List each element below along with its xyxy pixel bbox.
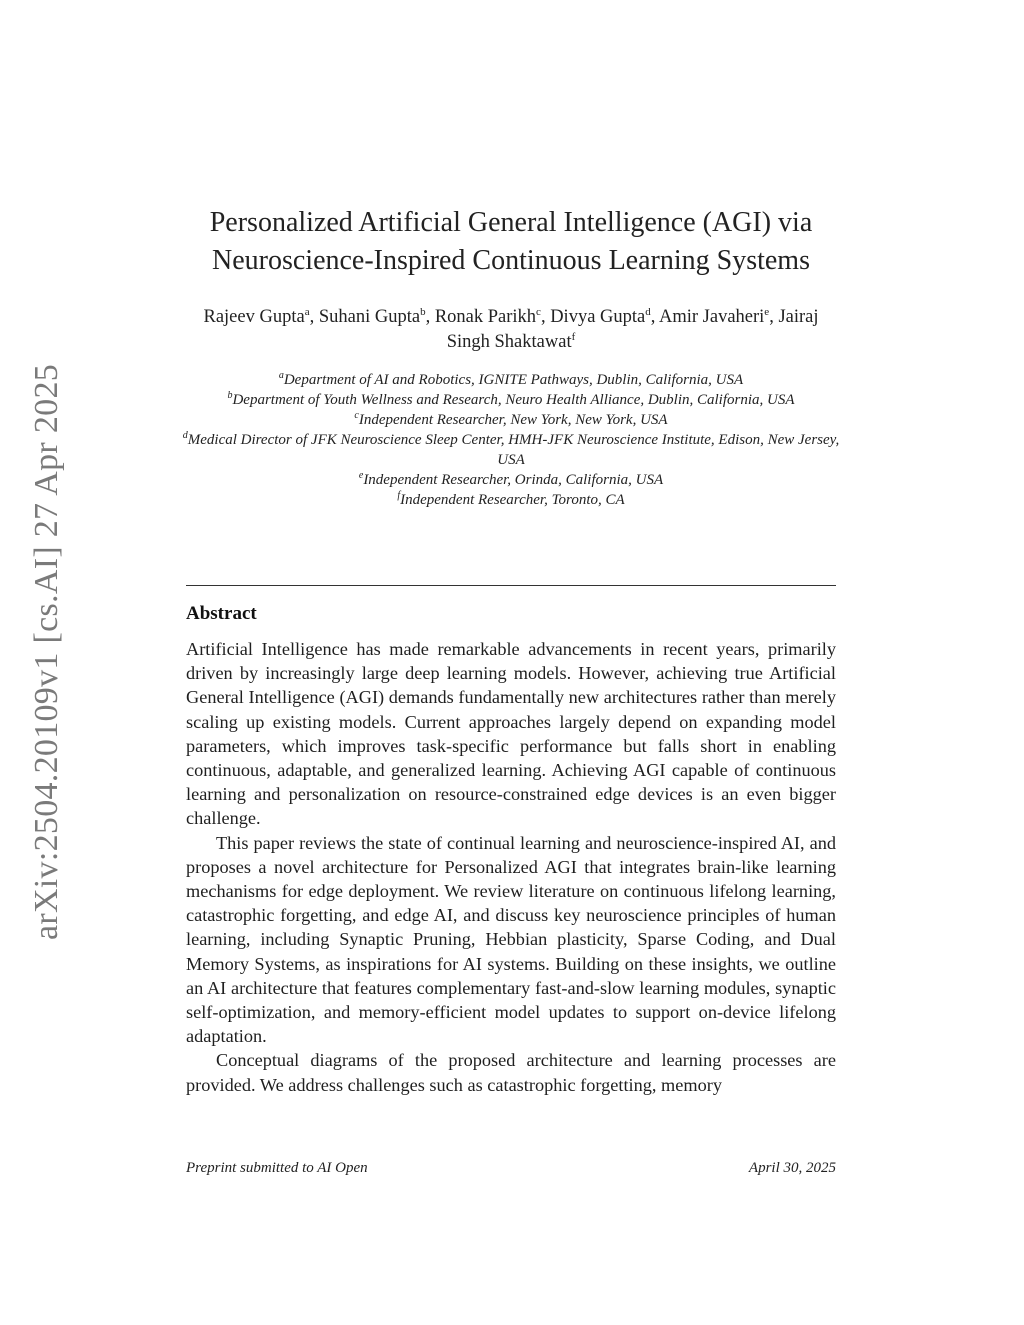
affiliation-item [170, 390, 852, 410]
abstract-paragraph: This paper reviews the state of continual learning and neuroscience-inspired AI, and proposes a novel architecture for Personalized AGI that integrates brain-like learning mechanisms for edge deployment. We review literature on continuous lifelong learning, catastrophic forgetting, and edge AI, and discuss key neuroscience principles of human learning, including Synaptic Pruning, Hebbian plasticity, Sparse Coding, and Dual Memory Systems, as inspirations for AI systems. Building on these insights, we outline an AI architecture that features complementary fast-and-slow learning modules, synaptic self-optimization, and memory-efficient model updates to support on-device lifelong adaptation. [186, 832, 836, 1047]
author-name: Ronak Parikh [434, 307, 537, 327]
author-name: Divya Gupta [550, 307, 646, 327]
author-sup: f [571, 330, 576, 343]
author-sup: b [420, 305, 426, 318]
abstract-body [186, 637, 836, 1097]
affiliation-text: Medical Director of JFK Neuroscience Sleep Center, HMH-JFK Neuroscience Institute, Edison, New Jersey, USA [187, 432, 840, 468]
affiliation-item [170, 470, 852, 490]
abstract-paragraph: Conceptual diagrams of the proposed architecture and learning processes are provided. We address challenges such as catastrophic forgetting, memory [186, 1050, 836, 1095]
footer-preprint-note: Preprint submitted to AI Open [186, 1160, 368, 1176]
affiliation-text: Independent Researcher, New York, New York, USA [358, 412, 668, 428]
paper-title [150, 204, 872, 280]
author-list: Rajeev Gupta$^a$, Suhani Gupta$^b$, Ronak Parikh$^c$, Divya Gupta$^d$, Amir Javaheri$^e$, Jairaj Singh Shaktawat$^f$ [203, 305, 819, 352]
author-sup: d [645, 305, 651, 318]
affiliation-text: Department of Youth Wellness and Research, Neuro Health Alliance, Dublin, California, USA [232, 392, 795, 408]
author-name: Amir Javaheri [658, 307, 765, 327]
author-sup: c [536, 305, 541, 318]
footer-date: April 30, 2025 [748, 1160, 836, 1176]
affiliation-text: Department of AI and Robotics, IGNITE Pathways, Dublin, California, USA [283, 372, 744, 388]
affiliation-list [170, 370, 852, 510]
affiliation-sup: e [358, 470, 364, 481]
affiliation-sup: a [278, 370, 284, 381]
abstract-paragraph: Artificial Intelligence has made remarkable advancements in recent years, primarily driven by increasingly large deep learning models. However, achieving true Artificial General Intelligence (AGI) demands fundamentally new architectures rather than merely scaling up existing models. Current approaches largely depend on expanding model parameters, which improves task-specific performance but falls short in enabling continuous, adaptable, and generalized learning. Achieving AGI capable of continuous learning and personalization on resource-constrained edge devices is an even bigger challenge. [186, 639, 836, 829]
title-line-1: Personalized Artificial General Intelligence (AGI) via [209, 207, 813, 238]
arxiv-identifier-stamp: arXiv:2504.20109v1 [cs.AI] 27 Apr 2025 [28, 363, 65, 941]
affiliation-sup: c [354, 410, 359, 421]
affiliation-sup: d [182, 430, 188, 441]
affiliation-item [170, 410, 852, 430]
author-name: Rajeev Gupta [203, 307, 305, 327]
author-name: Jairaj Singh Shaktawat [446, 307, 819, 352]
affiliation-text: Independent Researcher, Orinda, California, USA [363, 472, 664, 488]
author-sup: e [764, 305, 770, 318]
section-divider [186, 585, 836, 586]
affiliation-text: Independent Researcher, Toronto, CA [400, 492, 625, 508]
title-line-2: Neuroscience-Inspired Continuous Learning Systems [212, 245, 810, 276]
affiliation-item [170, 490, 852, 510]
affiliation-sup: f [397, 490, 401, 501]
author-sup: a [304, 305, 310, 318]
affiliation-item [170, 430, 852, 470]
abstract-heading: Abstract [186, 603, 257, 624]
affiliation-item [170, 370, 852, 390]
affiliation-sup: b [227, 390, 233, 401]
author-name: Suhani Gupta [318, 307, 421, 327]
